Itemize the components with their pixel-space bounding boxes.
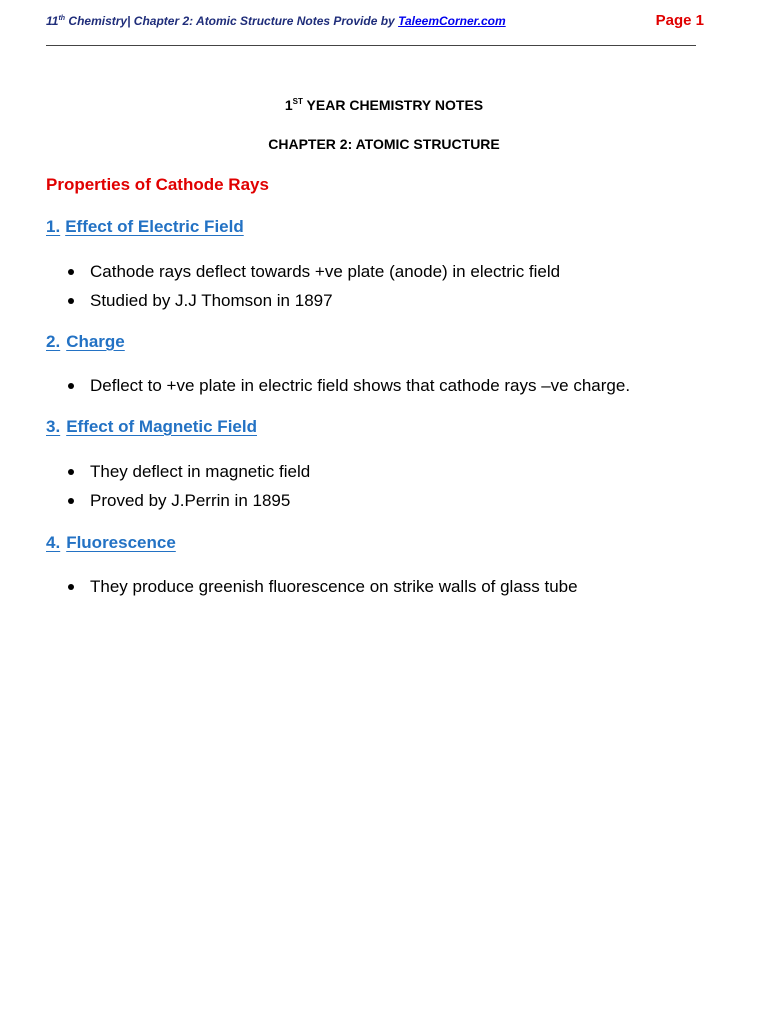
bullet-icon	[68, 498, 74, 504]
list-item	[68, 371, 630, 400]
list-item	[68, 257, 560, 286]
bullet-icon	[68, 584, 74, 590]
section-title: Fluorescence	[66, 533, 176, 552]
properties-heading: Properties of Cathode Rays	[46, 175, 269, 194]
list-item	[68, 286, 560, 315]
chapter-title: CHAPTER 2: ATOMIC STRUCTURE	[268, 136, 500, 152]
title-year-number: 1	[284, 97, 293, 113]
bullet-icon	[68, 269, 74, 275]
bullet-text: They deflect in magnetic field	[90, 462, 311, 481]
bullet-text: Studied by J.J Thomson in 1897	[90, 291, 333, 310]
section-heading-fluorescence	[46, 533, 176, 553]
header-title	[46, 14, 506, 28]
notes-title	[0, 97, 768, 113]
section-heading-charge	[46, 332, 125, 352]
taleemcorner-link[interactable]: TaleemCorner.com	[398, 14, 506, 28]
section-number: 2.	[46, 332, 61, 351]
page-number: Page 1	[655, 12, 704, 29]
bullet-text: Deflect to +ve plate in electric field shows that cathode rays –ve charge.	[90, 376, 631, 395]
bullet-text: Proved by J.Perrin in 1895	[90, 491, 291, 510]
section-3-bullets	[68, 457, 310, 515]
section-1-bullets	[68, 257, 560, 315]
bullet-icon	[68, 469, 74, 475]
section-4-bullets	[68, 572, 578, 601]
section-title: Charge	[66, 332, 125, 351]
header-grade-suffix: th	[58, 15, 66, 22]
title-year-rest: YEAR CHEMISTRY NOTES	[302, 97, 484, 113]
list-item	[68, 486, 310, 515]
section-title: Effect of Electric Field	[65, 217, 244, 236]
bullet-icon	[68, 383, 74, 389]
header-grade: 11	[46, 14, 59, 28]
list-item	[68, 572, 578, 601]
header-divider	[46, 45, 696, 46]
title-year-suffix: ST	[292, 97, 303, 106]
section-2-bullets	[68, 371, 630, 400]
bullet-text: They produce greenish fluorescence on strike walls of glass tube	[90, 577, 578, 596]
section-number: 4.	[46, 533, 61, 552]
list-item	[68, 457, 310, 486]
section-heading-electric-field	[46, 217, 244, 237]
bullet-icon	[68, 298, 74, 304]
section-heading-magnetic-field	[46, 417, 257, 437]
section-title: Effect of Magnetic Field	[66, 417, 257, 436]
page-header	[46, 12, 704, 34]
header-text: Chemistry| Chapter 2: Atomic Structure Notes Provide by	[65, 14, 399, 28]
section-number: 1.	[46, 217, 61, 236]
bullet-text: Cathode rays deflect towards +ve plate (anode) in electric field	[90, 262, 561, 281]
section-number: 3.	[46, 417, 61, 436]
